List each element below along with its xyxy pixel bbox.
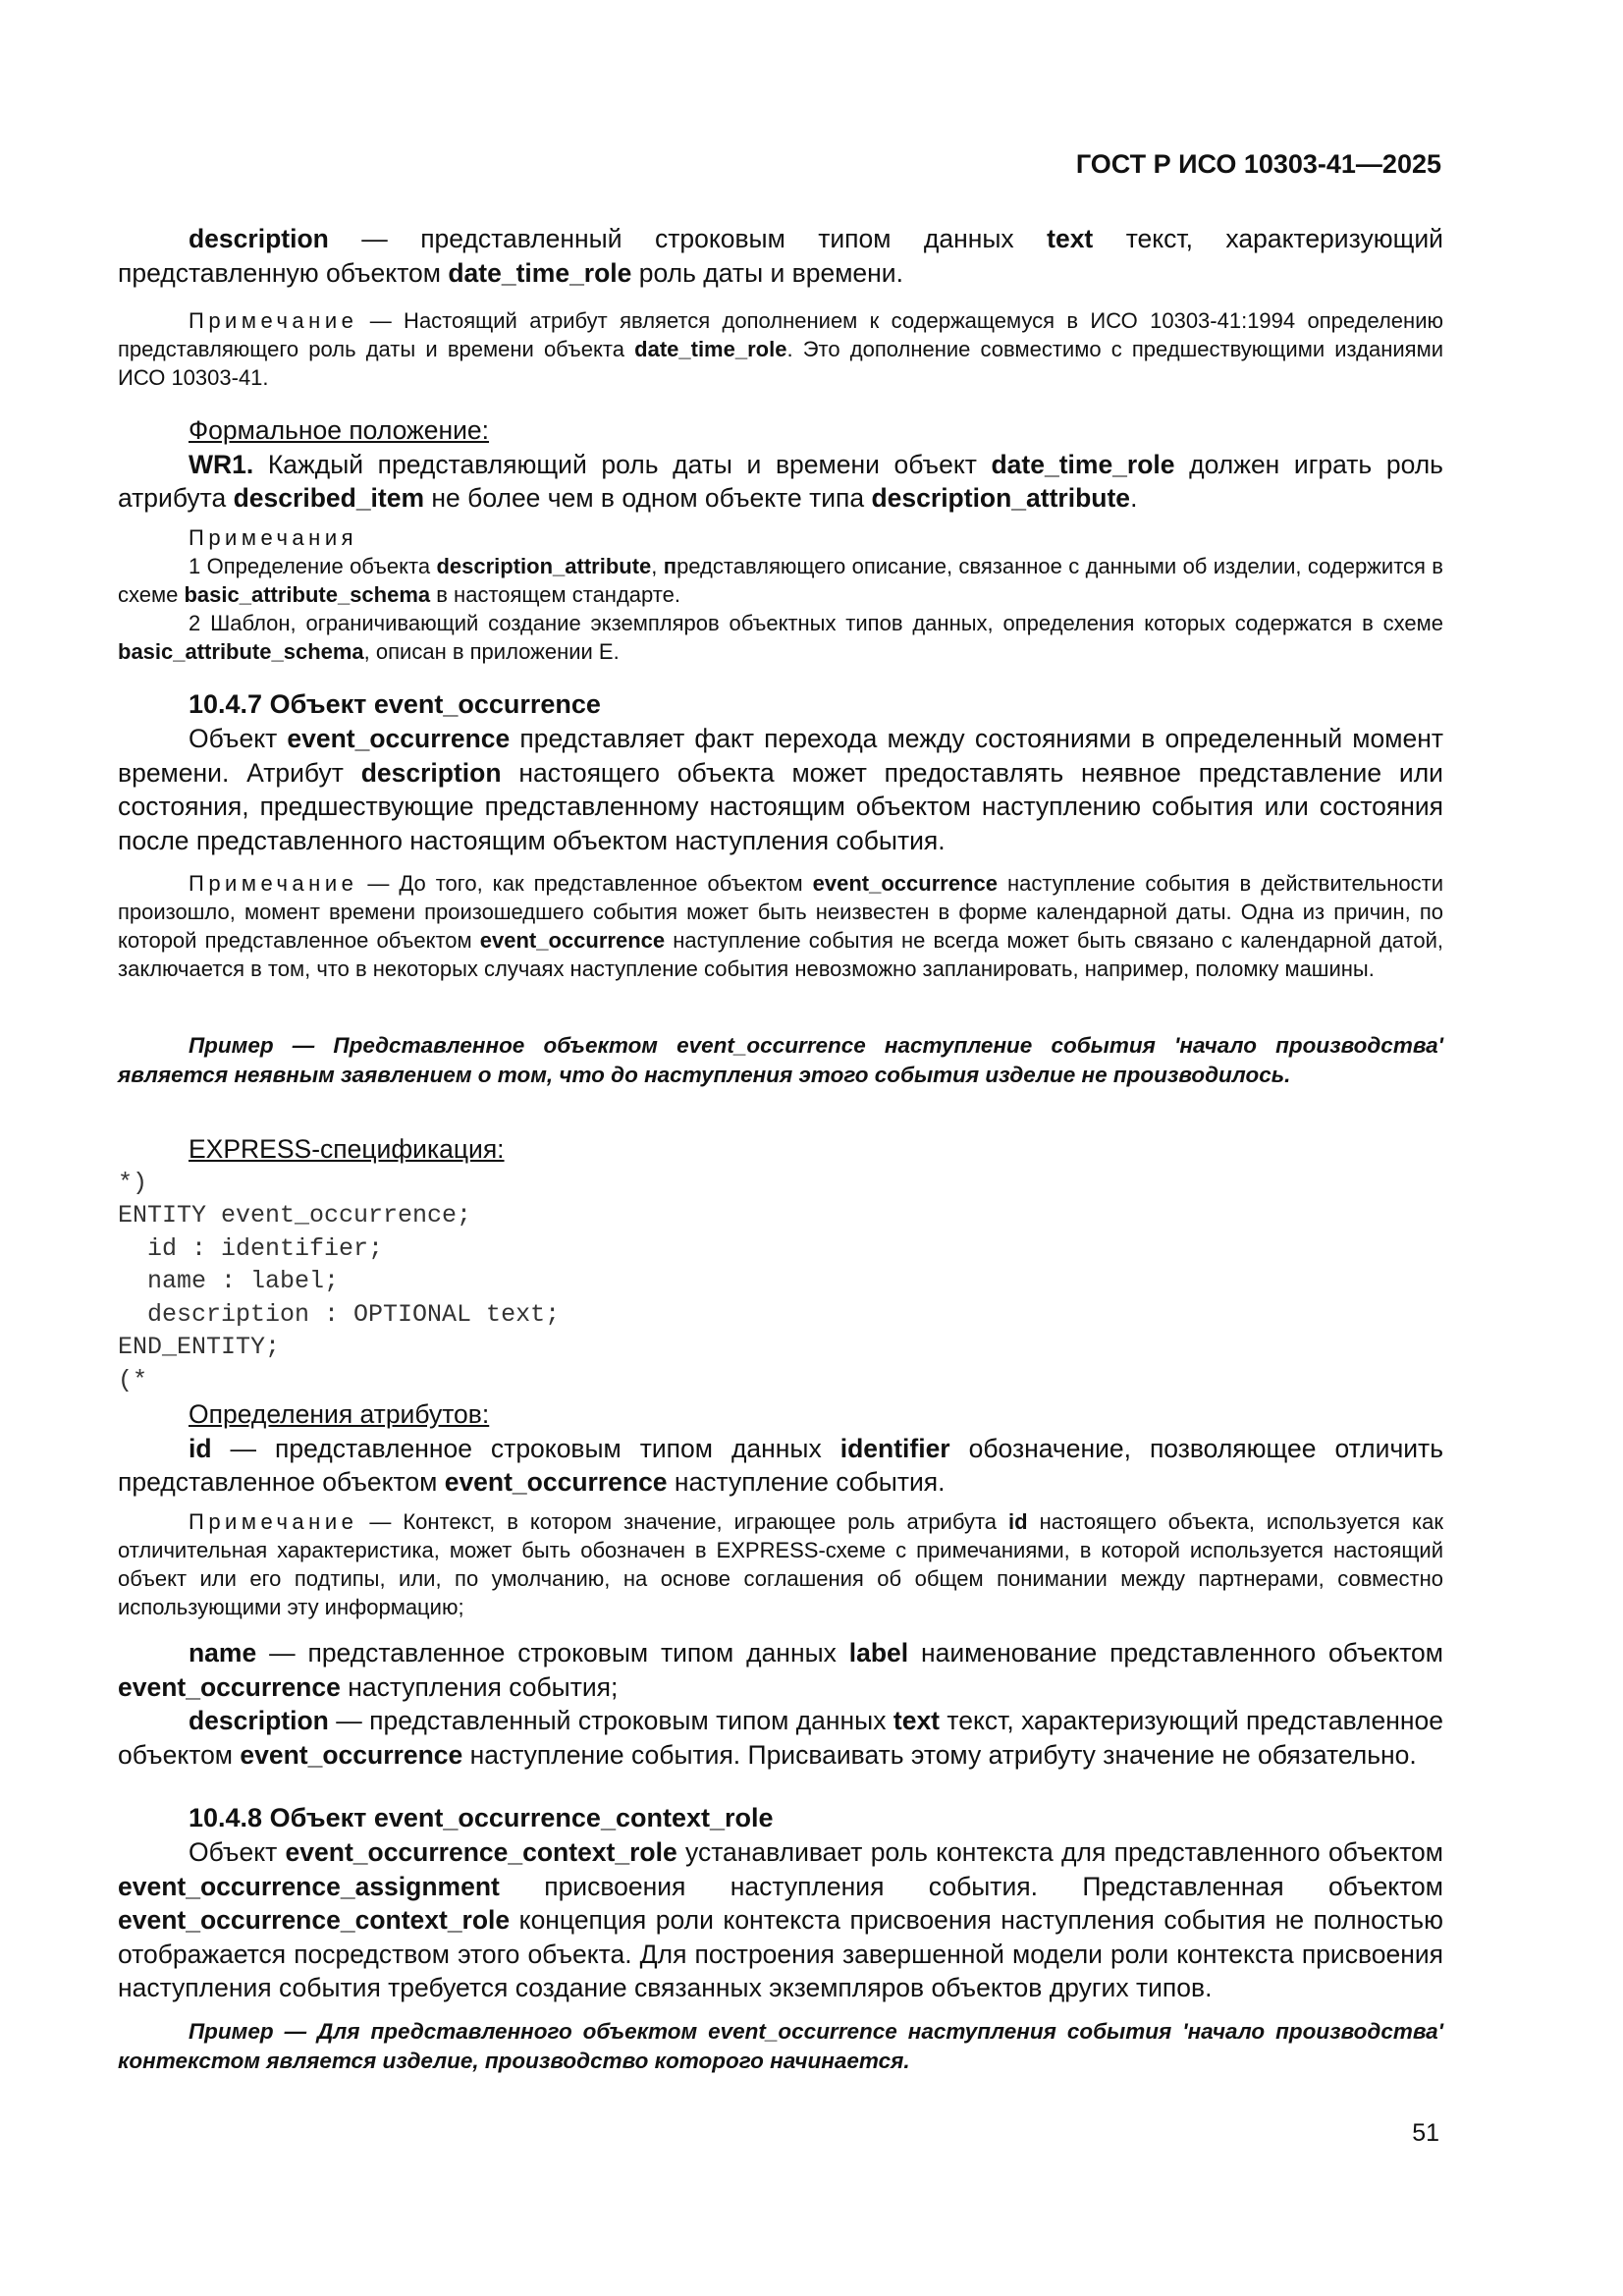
text: в настоящем стандарте.	[430, 582, 680, 607]
text: Каждый представляющий роль даты и времени объект	[253, 449, 992, 479]
text: наступление события. Присваивать этому атрибуту значение не обязательно.	[462, 1739, 1417, 1770]
term: event_occurrence	[479, 928, 666, 953]
term: date_time_role	[448, 257, 632, 288]
note-label: Примечание	[189, 1509, 358, 1534]
formal-section	[118, 413, 1443, 516]
express-heading: EXPRESS-спецификация:	[189, 1134, 505, 1164]
term: п	[663, 554, 677, 578]
text: представляет факт перехода между состояниями в определенный момент времени. Атрибут	[118, 724, 1443, 788]
text: наступление события в действительности произошло, момент времени произошедшего события может быть неизвестен в форме календарной даты. Одна из причин, по которой представленное объектом	[118, 871, 1443, 953]
text: . Это дополнение совместимо с предшествующими изданиями ИСО 10303-41.	[118, 337, 1443, 390]
section-10-4-7	[118, 687, 1443, 857]
express-code: *) ENTITY event_occurrence; id : identifier; name : label; description : OPTIONAL text; END_ENTITY; (*	[118, 1168, 561, 1394]
term: event_occurrence	[118, 1671, 341, 1702]
text: Объект	[189, 724, 288, 753]
example-text: Пример — Для представленного объектом event_occurrence наступления события 'начало производства' контекстом является изделие, производство которого начинается.	[118, 2019, 1443, 2073]
text: присвоения наступления события. Представленная объектом	[499, 1871, 1443, 1901]
note	[118, 869, 1443, 983]
text: .	[1130, 483, 1138, 513]
term: basic_attribute_schema	[184, 582, 431, 607]
term: basic_attribute_schema	[118, 639, 364, 664]
term: event_occurrence_context_role	[118, 1905, 511, 1935]
text: — представленное строковым типом данных	[256, 1638, 849, 1667]
text: наступление события не всегда может быть связано с календарной датой, заключается в том, что в некоторых случаях наступление события невозможно запланировать, например, поломку машины.	[118, 928, 1444, 981]
term: text	[893, 1706, 941, 1735]
text: настоящего объекта, используется как отличительная характеристика, может быть обозначен в EXPRESS-схеме с примечаниями, в которой используется настоящий объект или его подтипы, или, по умолчанию, на основе соглашения об общем понимании между партнерами, совместно использующими эту информацию;	[118, 1509, 1443, 1619]
term: event_occurrence	[240, 1739, 463, 1770]
term: description	[189, 224, 329, 253]
page-number: 51	[1412, 2119, 1439, 2147]
term: text	[1047, 224, 1094, 253]
text: 2 Шаблон, ограничивающий создание экземпляров объектных типов данных, определения которых содержатся в схеме	[189, 611, 1443, 635]
text: — представленный строковым типом данных	[328, 1706, 893, 1735]
text: концепция роли контекста присвоения наступления события не полностью отображается посредством этого объекта. Для построения завершенной модели роли контекста присвоения наступления события требуется создание связанных экземпляров объектов других типов.	[118, 1905, 1443, 2002]
text: редставляющего описание, связанное с данными об изделии, содержится в схеме	[118, 554, 1443, 607]
text: — Контекст, в котором значение, играющее роль атрибута	[357, 1509, 1009, 1534]
term: id	[1008, 1509, 1028, 1534]
term: described_item	[233, 483, 425, 513]
term: event_occurrence_context_role	[285, 1837, 677, 1867]
term: event_occurrence_assignment	[118, 1871, 500, 1901]
section-heading: 10.4.8 Объект event_occurrence_context_role	[189, 1803, 774, 1832]
text: текст, характеризующий представленное объектом	[118, 1706, 1443, 1770]
term: description_attribute	[436, 554, 652, 578]
term: date_time_role	[991, 449, 1175, 479]
text: наступление события.	[667, 1467, 946, 1497]
example	[118, 1031, 1443, 1089]
note-label: Примечание	[189, 308, 358, 333]
paragraph-description	[118, 222, 1443, 290]
text: — Настоящий атрибут является дополнением к содержащемуся в ИСО 10303-41:1994 определению представляющего роль даты и времени объекта	[118, 308, 1443, 361]
text: не более чем в одном объекте типа	[424, 483, 872, 513]
text: должен играть роль атрибута	[118, 449, 1443, 513]
rule-label: WR1.	[189, 449, 254, 479]
example	[118, 2017, 1443, 2075]
section-10-4-8	[118, 1801, 1443, 2005]
formal-heading: Формальное положение:	[189, 415, 490, 445]
text: обозначение, позволяющее отличить представленное объектом	[118, 1433, 1443, 1497]
notes-label: Примечания	[189, 525, 358, 550]
term: event_occurrence	[287, 724, 511, 753]
note-label: Примечание	[189, 871, 358, 896]
term: event_occurrence	[812, 871, 998, 896]
text: устанавливает роль контекста для представленного объектом	[676, 1837, 1443, 1867]
term: label	[848, 1638, 909, 1667]
text: Объект	[189, 1837, 286, 1867]
attr-heading: Определения атрибутов:	[189, 1399, 490, 1429]
term: id	[189, 1433, 212, 1463]
note	[118, 1507, 1443, 1621]
text: ,	[651, 554, 664, 578]
term: description	[360, 757, 502, 788]
text: — представленный строковым типом данных	[328, 224, 1048, 253]
term: description_attribute	[871, 483, 1131, 513]
attributes-continued	[118, 1636, 1443, 1772]
attributes-section	[118, 1397, 1443, 1500]
example-text: Пример — Представленное объектом event_occurrence наступление события 'начало производства' является неявным заявлением о том, что до наступления этого события изделие не производилось.	[118, 1033, 1443, 1087]
section-heading: 10.4.7 Объект event_occurrence	[189, 689, 601, 719]
text: роль даты и времени.	[631, 257, 903, 288]
term: name	[189, 1638, 257, 1667]
text: настоящего объекта может предоставлять неявное представление или состояния, предшествующие представленному настоящим объектом наступлению события или состояния после представленного настоящим объектом наступления события.	[118, 757, 1443, 855]
term: identifier	[839, 1433, 950, 1463]
term: event_occurrence	[444, 1467, 668, 1497]
text: — представленное строковым типом данных	[211, 1433, 840, 1463]
term: description	[189, 1706, 329, 1735]
page-header: ГОСТ Р ИСО 10303-41—2025	[1075, 149, 1441, 179]
text: текст, характеризующий представленную объектом	[118, 224, 1443, 288]
text: наступления события;	[340, 1671, 619, 1702]
text: наименование представленного объектом	[908, 1638, 1443, 1667]
express-section	[118, 1132, 1443, 1396]
text: 1 Определение объекта	[189, 554, 437, 578]
note	[118, 306, 1443, 392]
text: — До того, как представленное объектом	[357, 871, 813, 896]
term: date_time_role	[634, 337, 787, 361]
text: , описан в приложении Е.	[363, 639, 620, 664]
notes	[118, 523, 1443, 666]
